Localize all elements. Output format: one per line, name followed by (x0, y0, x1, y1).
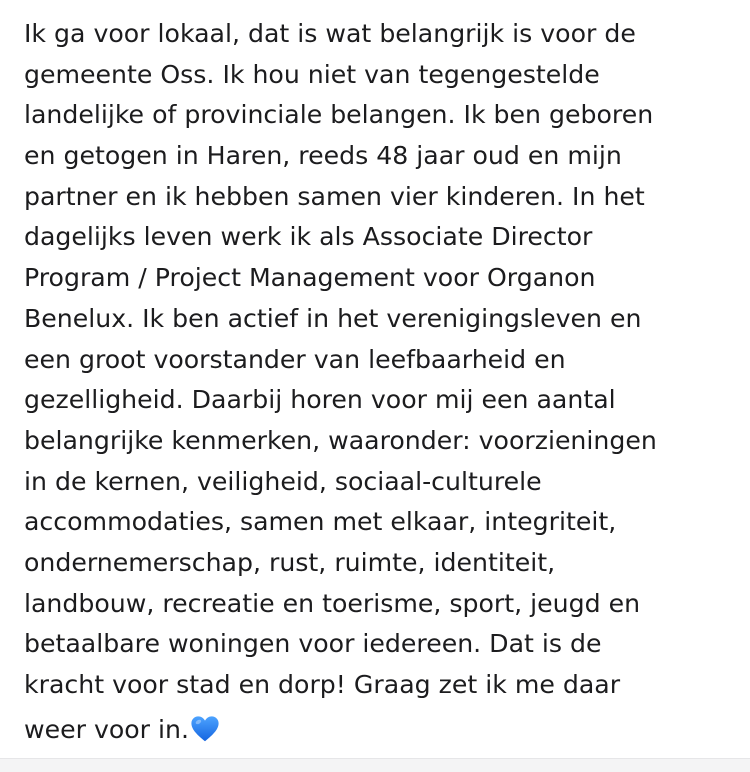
post-line: landbouw, recreatie en toerisme, sport, jeugd en (24, 588, 641, 618)
post-line: Benelux. Ik ben actief in het verenigingsleven en (24, 303, 642, 333)
post-line: ondernemerschap, rust, ruimte, identiteit, (24, 547, 556, 577)
post-body-text (24, 14, 744, 750)
post-line: Program / Project Management voor Organon (24, 263, 596, 293)
post-line: Ik ga voor lokaal, dat is wat belangrijk is voor de (24, 19, 636, 48)
post-line: gemeente Oss. Ik hou niet van tegengestelde (24, 59, 600, 89)
post-last-line (24, 710, 744, 751)
post-line: een groot voorstander van leefbaarheid en (24, 344, 566, 374)
post-line: belangrijke kenmerken, waaronder: voorzieningen (24, 425, 657, 455)
post-line: in de kernen, veiligheid, sociaal-culturele (24, 466, 542, 496)
post-line: kracht voor stad en dorp! Graag zet ik me daar (24, 670, 621, 699)
post-line: en getogen in Haren, reeds 48 jaar oud en mijn (24, 141, 622, 171)
post-line: betaalbare woningen voor iedereen. Dat is de (24, 629, 602, 659)
post-line: landelijke of provinciale belangen. Ik ben geboren (24, 100, 654, 130)
blue-heart-icon (190, 714, 220, 744)
bottom-divider-strip (0, 758, 750, 772)
post-line: accommodaties, samen met elkaar, integriteit, (24, 507, 617, 537)
post-line: dagelijks leven werk ik als Associate Director (24, 222, 593, 252)
post-line: gezelligheid. Daarbij horen voor mij een aantal (24, 385, 616, 415)
post-line: weer voor in. (24, 714, 190, 744)
post-line: partner en ik hebben samen vier kinderen. In het (24, 181, 645, 211)
